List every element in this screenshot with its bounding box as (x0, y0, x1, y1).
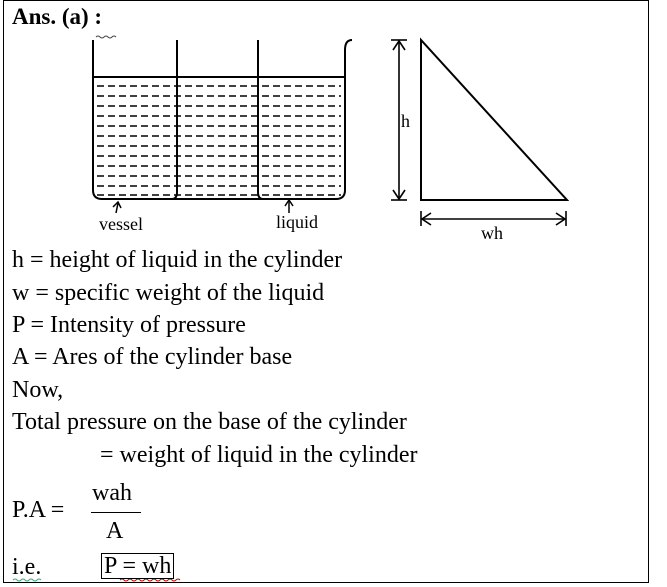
statement-line-2: = weight of liquid in the cylinder (100, 442, 418, 468)
definition-a: A = Ares of the cylinder base (12, 344, 293, 370)
equation-denominator: A (106, 518, 124, 544)
definition-h: h = height of liquid in the cylinder (12, 247, 343, 273)
liquid-fill (97, 86, 341, 195)
answer-heading: Ans. (a) : (12, 4, 103, 29)
cylinder-right-wall (258, 40, 263, 199)
definition-p: P = Intensity of pressure (12, 312, 246, 338)
height-label: h (401, 111, 410, 131)
vessel-outline (93, 40, 352, 199)
fraction-bar (91, 512, 141, 513)
spelling-underline (120, 579, 180, 581)
vessel-label: vessel (99, 214, 143, 234)
equation-numerator: wah (92, 480, 132, 506)
statement-line-1: Total pressure on the base of the cylinder (12, 409, 407, 435)
heading-underline (96, 36, 116, 38)
vessel-pointer-arrow (113, 202, 121, 213)
equation-lhs: P.A = (12, 497, 65, 523)
result-boxed: P = wh (101, 553, 174, 579)
liquid-label: liquid (276, 212, 319, 232)
now-text: Now, (12, 377, 64, 403)
base-label: wh (481, 223, 503, 243)
cylinder-left-wall (172, 40, 177, 199)
pressure-triangle (421, 40, 567, 200)
definition-w: w = specific weight of the liquid (12, 280, 325, 306)
result-prefix: i.e. (12, 554, 42, 580)
